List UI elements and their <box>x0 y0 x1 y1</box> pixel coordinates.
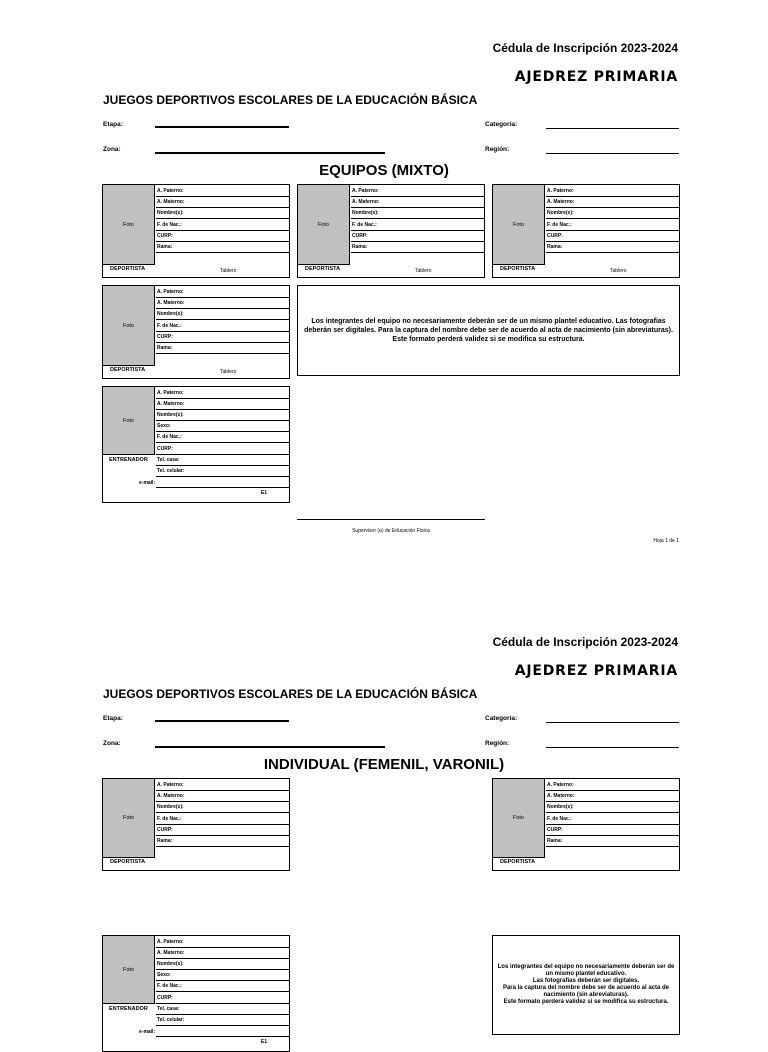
field-label: Rama: <box>157 244 173 250</box>
categoria-label: Categoría: <box>485 121 518 128</box>
photo-placeholder[interactable]: Foto <box>298 185 350 265</box>
coach-field-row[interactable] <box>156 1004 289 1015</box>
field-label: A. Paterno: <box>157 939 184 945</box>
athlete-card <box>102 184 290 278</box>
coach-field-row[interactable] <box>156 455 289 466</box>
instructions-note: Los integrantes del equipo no necesariamente deberán ser de un mismo plantel educativo. Las fotografias deberán ser digitales. Para la captura del nombre debe ser de acuerdo al acta de nacimiento (sin abreviaturas). Este formato perderá validez si se modifica su estructura. <box>297 285 680 376</box>
coach-field-row[interactable] <box>156 432 289 443</box>
coach-field-row[interactable] <box>156 388 289 399</box>
coach-field-row[interactable] <box>156 970 289 981</box>
role-label: DEPORTISTA <box>500 859 536 865</box>
field-label: CURP: <box>547 826 563 833</box>
field-label: Rama: <box>547 244 563 250</box>
note-line: Las fotografías deberán ser digitales. <box>532 978 640 984</box>
coach-field-row[interactable] <box>156 937 289 948</box>
photo-placeholder[interactable]: Foto <box>493 779 545 858</box>
instructions-note <box>492 935 680 1035</box>
field-label: CURP: <box>157 232 173 239</box>
sport-title: AJEDREZ PRIMARIA <box>514 69 678 85</box>
field-label: A. Paterno: <box>547 188 574 194</box>
field-label: Sexo: <box>157 972 171 979</box>
field-label: F. de Nac.: <box>157 815 182 822</box>
field-label: CURP: <box>547 232 563 239</box>
coach-field-row[interactable] <box>156 466 289 477</box>
field-label: Nombre(s): <box>157 961 184 968</box>
zona-field[interactable] <box>155 152 385 154</box>
etapa-label: Etapa: <box>103 121 123 128</box>
field-label: Tel. casa: <box>157 456 180 463</box>
coach-code: E1 <box>260 490 267 496</box>
coach-field-row[interactable] <box>156 948 289 959</box>
etapa-label: Etapa: <box>103 715 123 722</box>
tablero-label: Tablero <box>415 268 432 274</box>
region-label: Región: <box>485 740 510 747</box>
coach-field-row[interactable] <box>156 959 289 970</box>
field-label: F. de Nac.: <box>157 983 182 990</box>
athlete-field-row[interactable] <box>546 780 679 791</box>
supervisor-label: Supervisor (a) de Educación Física <box>352 528 430 534</box>
athlete-field-row[interactable] <box>351 186 484 197</box>
athlete-field-row[interactable] <box>156 332 289 343</box>
coach-code: E1 <box>260 1039 267 1045</box>
athlete-field-row[interactable] <box>156 208 289 219</box>
field-label: A. Paterno: <box>157 289 184 295</box>
athlete-field-row[interactable] <box>546 242 679 253</box>
athlete-field-row[interactable] <box>156 220 289 231</box>
athlete-card <box>492 184 680 278</box>
zona-label: Zona: <box>103 740 121 747</box>
zona-field[interactable] <box>155 746 385 748</box>
field-label: A. Materno: <box>157 300 185 307</box>
event-title: JUEGOS DEPORTIVOS ESCOLARES DE LA EDUCACIÓN BÁSICA <box>103 93 478 107</box>
field-label: F. de Nac.: <box>547 221 572 228</box>
athlete-field-row[interactable] <box>351 197 484 208</box>
field-label: F. de Nac.: <box>157 322 182 329</box>
athlete-field-row[interactable] <box>156 802 289 813</box>
athlete-field-row[interactable] <box>351 208 484 219</box>
categoria-field[interactable] <box>546 722 679 723</box>
field-label: Nombre(s): <box>547 210 574 217</box>
role-label: DEPORTISTA <box>110 367 146 373</box>
athlete-field-row[interactable] <box>546 231 679 242</box>
athlete-field-row[interactable] <box>156 298 289 309</box>
coach-field-row[interactable] <box>156 981 289 992</box>
supervisor-signature-line[interactable] <box>297 519 485 520</box>
athlete-field-row[interactable] <box>156 197 289 208</box>
athlete-field-row[interactable] <box>546 208 679 219</box>
field-label: Tel. casa: <box>157 1005 180 1012</box>
tablero-label: Tablero <box>610 268 627 274</box>
field-label: A. Paterno: <box>547 782 574 788</box>
field-label: Rama: <box>157 838 173 844</box>
field-label: A. Paterno: <box>157 188 184 194</box>
field-label: Nombre(s): <box>157 311 184 318</box>
athlete-field-row[interactable] <box>156 825 289 836</box>
role-label: DEPORTISTA <box>110 266 146 272</box>
photo-placeholder[interactable]: Foto <box>103 387 155 455</box>
field-label: Nombre(s): <box>352 210 379 217</box>
coach-field-row[interactable] <box>156 993 289 1004</box>
field-label: A. Materno: <box>157 793 185 800</box>
region-label: Región: <box>485 146 510 153</box>
field-label: Nombre(s): <box>547 804 574 811</box>
photo-placeholder[interactable]: Foto <box>103 779 155 858</box>
region-field[interactable] <box>546 747 679 748</box>
coach-field-row[interactable] <box>156 410 289 421</box>
tablero-label: Tablero <box>220 268 237 274</box>
coach-card <box>102 386 290 503</box>
cedula-title: Cédula de Inscripción 2023-2024 <box>492 635 678 649</box>
email-label: e-mail: <box>139 480 156 486</box>
field-label: A. Paterno: <box>157 390 184 396</box>
photo-placeholder[interactable]: Foto <box>103 185 155 265</box>
role-label: ENTRENADOR <box>109 457 148 463</box>
field-label: A. Materno: <box>547 199 575 206</box>
athlete-field-row[interactable] <box>351 220 484 231</box>
athlete-field-row[interactable] <box>156 242 289 253</box>
athlete-field-row[interactable] <box>546 186 679 197</box>
coach-card <box>102 935 290 1052</box>
athlete-card <box>492 778 680 871</box>
field-label: Rama: <box>352 244 368 250</box>
athlete-field-row[interactable] <box>156 321 289 332</box>
etapa-field[interactable] <box>155 126 289 128</box>
event-title: JUEGOS DEPORTIVOS ESCOLARES DE LA EDUCACIÓN BÁSICA <box>103 687 478 701</box>
athlete-card <box>297 184 485 278</box>
athlete-field-row[interactable] <box>546 802 679 813</box>
field-label: A. Paterno: <box>157 782 184 788</box>
athlete-field-row[interactable] <box>156 309 289 320</box>
cedula-title: Cédula de Inscripción 2023-2024 <box>492 41 678 55</box>
athlete-field-row[interactable] <box>156 780 289 791</box>
field-label: Nombre(s): <box>157 412 184 419</box>
note-line: Los integrantes del equipo no necesariamente deberán ser de un mismo plantel educativo. <box>497 964 675 977</box>
field-label: A. Paterno: <box>352 188 379 194</box>
field-label: Sexo: <box>157 423 171 430</box>
athlete-field-row[interactable] <box>156 231 289 242</box>
photo-placeholder[interactable]: Foto <box>103 936 155 1004</box>
field-label: Tel. celular: <box>157 1016 185 1023</box>
athlete-field-row[interactable] <box>156 343 289 354</box>
field-label: F. de Nac.: <box>157 221 182 228</box>
email-label: e-mail: <box>139 1029 156 1035</box>
photo-placeholder[interactable]: Foto <box>103 286 155 366</box>
athlete-field-row[interactable] <box>546 825 679 836</box>
categoria-field[interactable] <box>546 128 679 129</box>
coach-field-row[interactable] <box>156 421 289 432</box>
athlete-field-row[interactable] <box>156 287 289 298</box>
coach-field-row[interactable] <box>156 399 289 410</box>
field-label: F. de Nac.: <box>547 815 572 822</box>
email-field[interactable] <box>156 487 289 488</box>
athlete-card <box>102 778 290 871</box>
athlete-field-row[interactable] <box>546 791 679 802</box>
sport-title: AJEDREZ PRIMARIA <box>514 663 678 679</box>
section-title: EQUIPOS (MIXTO) <box>319 162 449 179</box>
role-label: DEPORTISTA <box>305 266 341 272</box>
note-line: Este formato perderá validez si se modifica su estructura. <box>503 999 669 1005</box>
page-count: Hoja 1 de 1 <box>653 538 679 544</box>
categoria-label: Categoría: <box>485 715 518 722</box>
field-label: A. Materno: <box>157 401 185 408</box>
field-label: Nombre(s): <box>157 210 184 217</box>
athlete-field-row[interactable] <box>156 791 289 802</box>
note-line: Para la captura del nombre debe ser de acuerdo al acta de nacimiento (sin abreviaturas). <box>502 985 670 998</box>
coach-field-row[interactable] <box>156 1015 289 1026</box>
etapa-field[interactable] <box>155 720 289 722</box>
coach-field-row[interactable] <box>156 444 289 455</box>
athlete-field-row[interactable] <box>546 836 679 847</box>
field-label: A. Materno: <box>157 199 185 206</box>
section-title: INDIVIDUAL (FEMENIL, VARONIL) <box>263 756 505 773</box>
athlete-field-row[interactable] <box>546 197 679 208</box>
field-label: CURP: <box>157 826 173 833</box>
zona-label: Zona: <box>103 146 121 153</box>
field-label: A. Materno: <box>547 793 575 800</box>
field-label: CURP: <box>157 994 173 1001</box>
email-field[interactable] <box>156 1036 289 1037</box>
role-label: DEPORTISTA <box>500 266 536 272</box>
field-label: F. de Nac.: <box>352 221 377 228</box>
athlete-field-row[interactable] <box>156 186 289 197</box>
athlete-field-row[interactable] <box>546 220 679 231</box>
athlete-field-row[interactable] <box>351 231 484 242</box>
field-label: F. de Nac.: <box>157 434 182 441</box>
role-label: DEPORTISTA <box>110 859 146 865</box>
role-label: ENTRENADOR <box>109 1006 148 1012</box>
tablero-label: Tablero <box>220 369 237 375</box>
athlete-field-row[interactable] <box>546 814 679 825</box>
field-label: Tel. celular: <box>157 467 185 474</box>
field-label: CURP: <box>157 445 173 452</box>
region-field[interactable] <box>546 153 679 154</box>
field-label: A. Materno: <box>352 199 380 206</box>
field-label: Rama: <box>157 345 173 351</box>
athlete-field-row[interactable] <box>156 836 289 847</box>
photo-placeholder[interactable]: Foto <box>493 185 545 265</box>
field-label: Nombre(s): <box>157 804 184 811</box>
field-label: A. Materno: <box>157 950 185 957</box>
field-label: Rama: <box>547 838 563 844</box>
field-label: CURP: <box>157 333 173 340</box>
athlete-field-row[interactable] <box>156 814 289 825</box>
athlete-field-row[interactable] <box>351 242 484 253</box>
field-label: CURP: <box>352 232 368 239</box>
athlete-card <box>102 285 290 379</box>
